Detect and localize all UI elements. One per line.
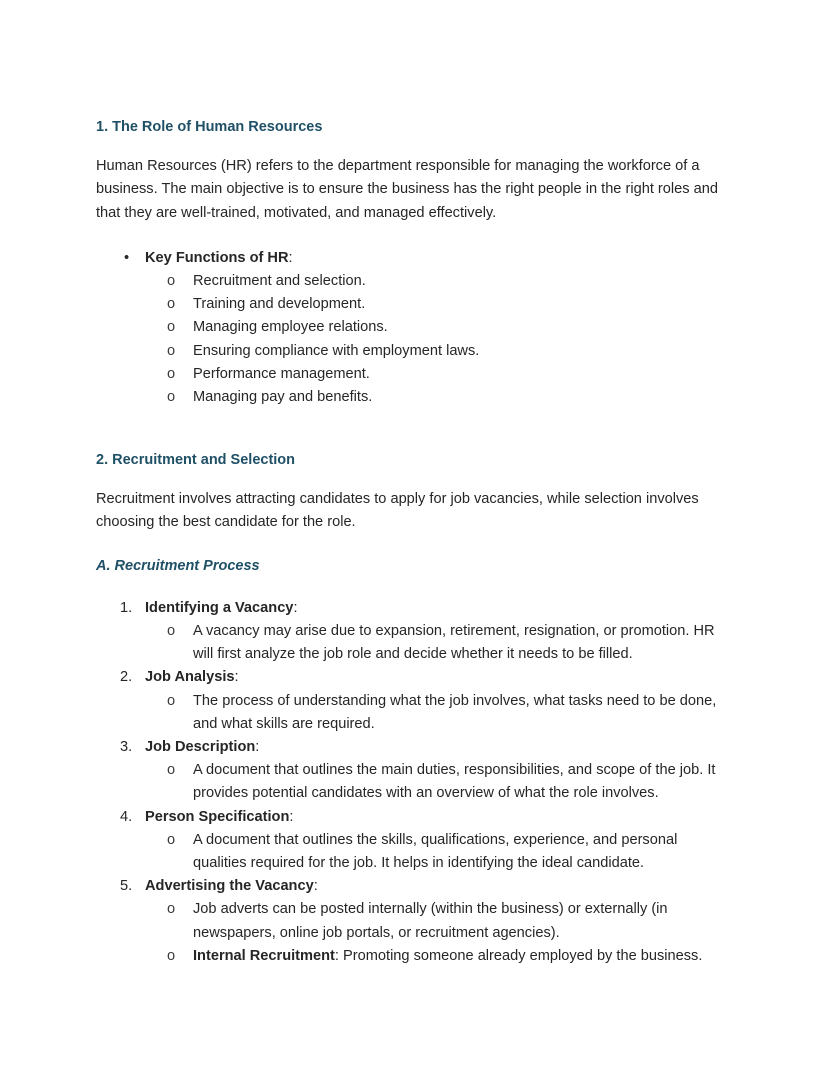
spacer [96, 225, 732, 247]
spacer [96, 469, 732, 488]
spacer [96, 409, 732, 451]
list-item-label: Managing employee relations. [193, 319, 388, 336]
sublist [145, 898, 732, 968]
sublist [145, 620, 732, 666]
list-item-internal-recruitment [145, 945, 732, 968]
list-item [145, 363, 732, 386]
list-item-label: Ensuring compliance with employment laws. [193, 342, 480, 359]
section-heading-role-of-hr: 1. The Role of Human Resources [96, 119, 323, 135]
list-item-label: Internal Recruitment [193, 947, 335, 964]
bullet-disc-icon: • [124, 249, 130, 266]
list-item-label: Advertising the Vacancy [145, 878, 314, 895]
paragraph-recruitment-and-selection: Recruitment involves attracting candidates to apply for job vacancies, while selection involves choosing the best candidate for the role. [96, 491, 699, 531]
list-item-advertising-the-vacancy [96, 875, 732, 968]
spacer [96, 136, 732, 155]
list-item-job-description [96, 736, 732, 806]
list-item [145, 898, 732, 944]
list-item-text: Job adverts can be posted internally (within the business) or externally (in newspapers, online job portals, or recruitment agencies). [193, 901, 668, 941]
list-item-colon: : [313, 878, 318, 895]
list-item-label: Performance management. [193, 365, 370, 382]
sublist [145, 690, 732, 736]
list-item [145, 293, 732, 316]
list-item-label: Job Analysis [145, 669, 235, 686]
list-item-text: : Promoting someone already employed by the business. [334, 947, 703, 964]
circle-marker-icon: o [167, 342, 176, 359]
list-item [145, 759, 732, 805]
sublist [145, 829, 732, 875]
list-item-label: Managing pay and benefits. [193, 388, 373, 405]
circle-marker-icon: o [167, 272, 176, 289]
list-item-identifying-a-vacancy [96, 597, 732, 667]
circle-marker-icon: o [167, 319, 176, 336]
list-number: 5. [120, 878, 133, 895]
circle-marker-icon: o [167, 762, 176, 779]
circle-marker-icon: o [167, 692, 176, 709]
recruitment-process-list [96, 597, 732, 968]
list-item-text: The process of understanding what the job involves, what tasks need to be done, and what skills are required. [193, 692, 717, 732]
list-item-colon: : [289, 808, 294, 825]
spacer [96, 535, 732, 557]
circle-marker-icon: o [167, 901, 176, 918]
list-item-colon: : [293, 599, 298, 616]
list-item-label: Job Description [145, 739, 256, 756]
list-number: 1. [120, 599, 133, 616]
key-functions-list [96, 247, 732, 409]
section-heading-recruitment-and-selection: 2. Recruitment and Selection [96, 452, 296, 469]
circle-marker-icon: o [167, 831, 176, 848]
list-item-job-analysis [96, 666, 732, 736]
list-item [145, 340, 732, 363]
list-item-text: A document that outlines the main duties, responsibilities, and scope of the job. It provides potential candidates with an overview of what the role involves. [193, 762, 716, 802]
list-item-colon: : [255, 739, 260, 756]
circle-marker-icon: o [167, 947, 176, 964]
list-item-label: Training and development. [193, 296, 366, 313]
circle-marker-icon: o [167, 296, 176, 313]
list-item [145, 620, 732, 666]
subheading-recruitment-process: A. Recruitment Process [96, 557, 260, 574]
document-content [96, 118, 732, 968]
list-item [145, 386, 732, 409]
spacer [96, 575, 732, 597]
list-number: 4. [120, 808, 133, 825]
list-item [145, 829, 732, 875]
key-functions-label: Key Functions of HR [145, 249, 289, 266]
list-item [145, 270, 732, 293]
list-item-key-functions [96, 247, 732, 409]
list-item-person-specification [96, 806, 732, 876]
list-item-text: A vacancy may arise due to expansion, retirement, resignation, or promotion. HR will first analyze the job role and decide whether it needs to be filled. [193, 623, 715, 663]
list-number: 3. [120, 739, 133, 756]
paragraph-role-of-hr: Human Resources (HR) refers to the department responsible for managing the workforce of a business. The main objective is to ensure the business has the right people in the right roles and that they are well-trained, motivated, and managed effectively. [96, 158, 718, 221]
list-item-label: Identifying a Vacancy [145, 599, 294, 616]
list-item-label: Person Specification [145, 808, 290, 825]
list-item-colon: : [234, 669, 239, 686]
key-functions-colon: : [288, 249, 293, 266]
key-functions-sublist [145, 270, 732, 409]
list-item-label: Recruitment and selection. [193, 272, 366, 289]
sublist [145, 759, 732, 805]
list-item [145, 316, 732, 339]
circle-marker-icon: o [167, 365, 176, 382]
circle-marker-icon: o [167, 623, 176, 640]
list-number: 2. [120, 669, 133, 686]
list-item [145, 690, 732, 736]
circle-marker-icon: o [167, 388, 176, 405]
list-item-text: A document that outlines the skills, qualifications, experience, and personal qualities required for the job. It helps in identifying the ideal candidate. [193, 831, 678, 872]
